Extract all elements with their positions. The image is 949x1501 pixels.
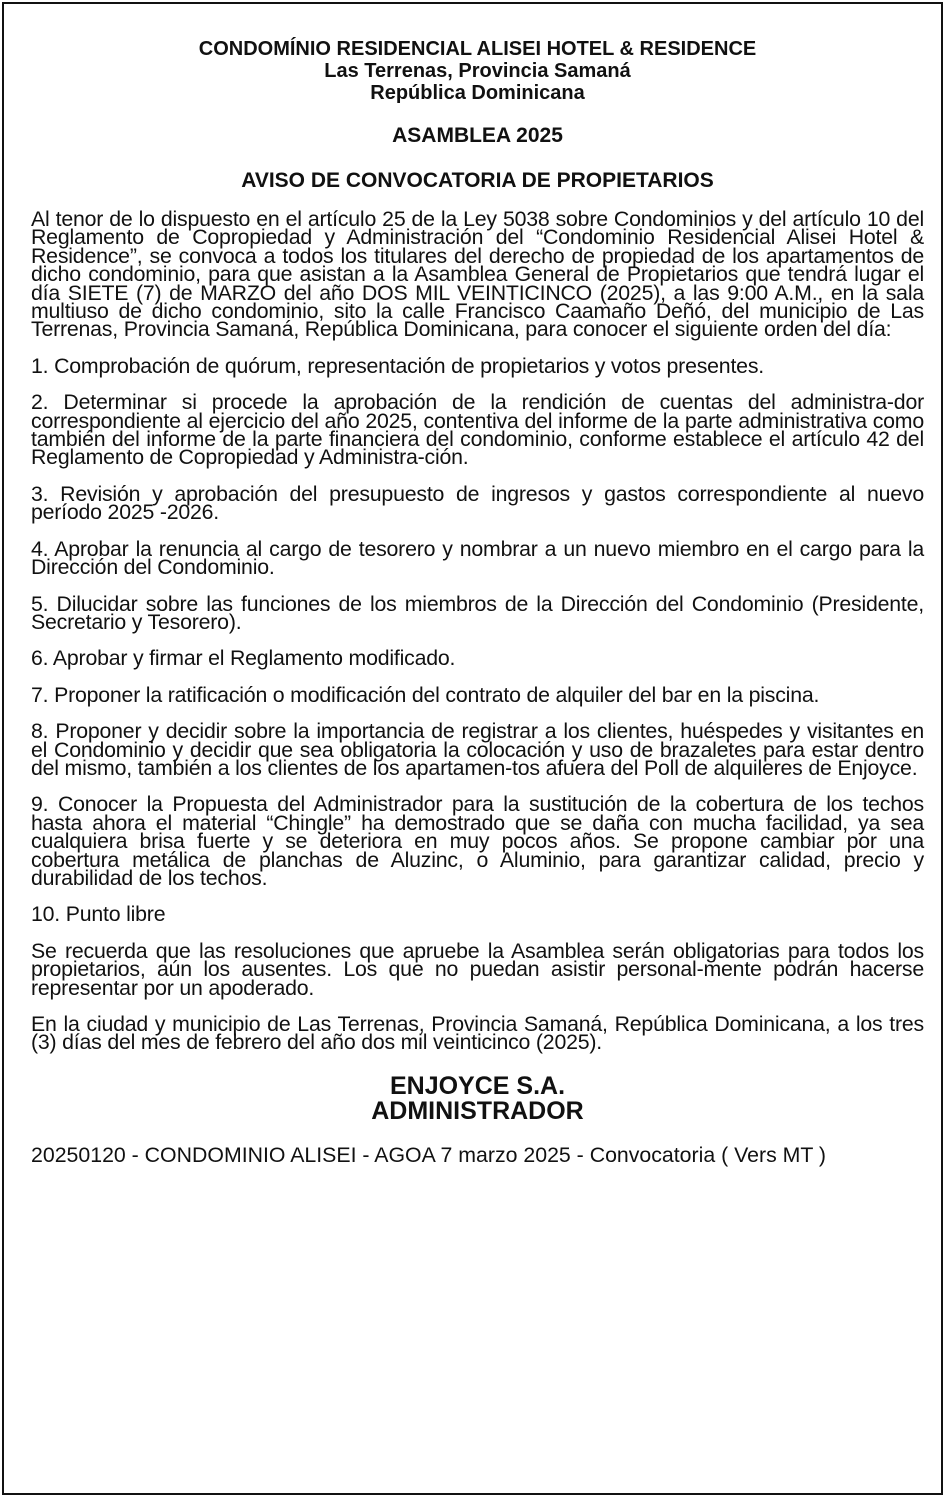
agenda-item-8: 8. Proponer y decidir sobre la importancia de registrar a los clientes, huéspedes y visitantes en el Condominio y decidir que sea obligatoria la colocación y uso de brazaletes para estar dentro del mismo, también a los clientes de los apartamen-tos afuera del Poll de alquileres de Enjoyce. [31, 719, 924, 780]
notice-title: AVISO DE CONVOCATORIA DE PROPIETARIOS [241, 169, 714, 192]
footer-reference: 20250120 - CONDOMINIO ALISEI - AGOA 7 marzo 2025 - Convocatoria ( Vers MT ) [31, 1142, 827, 1167]
closing-paragraph: En la ciudad y municipio de Las Terrenas, Provincia Samaná, República Dominicana, a los tres (3) días del mes de febrero del año dos mil veinticinco (2025). [31, 1012, 924, 1055]
agenda-item-7: 7. Proponer la ratificación o modificación del contrato de alquiler del bar en la piscina. [31, 682, 820, 707]
notice-content [31, 38, 924, 1167]
agenda-item-5: 5. Dilucidar sobre las funciones de los miembros de la Dirección del Condominio (Presidente, Secretario y Tesorero). [31, 591, 924, 634]
agenda-item-4: 4. Aprobar la renuncia al cargo de tesorero y nombrar a un nuevo miembro en el cargo para la Dirección del Condominio. [31, 536, 924, 580]
condo-location: Las Terrenas, Provincia Samaná [324, 60, 631, 82]
signature-company: ENJOYCE S.A. [389, 1071, 566, 1100]
condo-title: CONDOMÍNIO RESIDENCIAL ALISEI HOTEL & RESIDENCE [198, 38, 757, 60]
intro-paragraph: Al tenor de lo dispuesto en el artículo 25 de la Ley 5038 sobre Condominios y del artículo 10 del Reglamento de Copropiedad y Administración del “Condominio Residencial Alisei Hotel & Residence”, se convoca a todos los titulares del derecho de propiedad de los apartamentos de dicho condominio, para que asistan a la Asamblea General de Propietarios que tendrá lugar el día SIETE (7) de MARZO del año DOS MIL VEINTICINCO (2025), a las 9:00 A.M., en la sala multiuso de dicho condominio, sito la calle Francisco Caamaño Deñó, del municipio de Las Terrenas, Provincia Samaná, República Dominicana, para conocer el siguiente orden del día: [31, 207, 924, 342]
notice-frame [2, 2, 943, 1495]
agenda-item-1: 1. Comprobación de quórum, representación de propietarios y votos presentes. [31, 353, 764, 378]
agenda-item-3: 3. Revisión y aprobación del presupuesto de ingresos y gastos correspondiente al nuevo período 2025 -2026. [31, 481, 924, 525]
condo-country: República Dominicana [370, 82, 585, 104]
signature-role: ADMINISTRADOR [371, 1096, 584, 1125]
agenda-item-6: 6. Aprobar y firmar el Reglamento modificado. [31, 646, 456, 671]
reminder-paragraph: Se recuerda que las resoluciones que apruebe la Asamblea serán obligatorias para todos los propietarios, aún los ausentes. Los que no puedan asistir personal-mente podrán hacerse representar por un apoderado. [31, 938, 924, 1000]
agenda-item-2: 2. Determinar si procede la aprobación de la rendición de cuentas del administra-dor correspondiente al ejercicio del año 2025, contentiva del informe de la parte administrativa como también del informe de la parte financiera del condominio, conforme establece el artículo 42 del Reglamento de Copropiedad y Administra-ción. [31, 390, 924, 470]
agenda-item-10: 10. Punto libre [31, 902, 166, 927]
agenda-item-9: 9. Conocer la Propuesta del Administrador para la sustitución de la cobertura de los techos hasta ahora el material “Chingle” ha demostrado que se daña con mucha facilidad, ya sea cualquiera brisa fuerte y se deteriora en muy pocos años. Se propone cambiar por una cobertura metálica de planchas de Aluzinc, o Aluminio, para garantizar calidad, precio y durabilidad de los techos. [31, 792, 924, 890]
assembly-title: ASAMBLEA 2025 [392, 124, 563, 147]
